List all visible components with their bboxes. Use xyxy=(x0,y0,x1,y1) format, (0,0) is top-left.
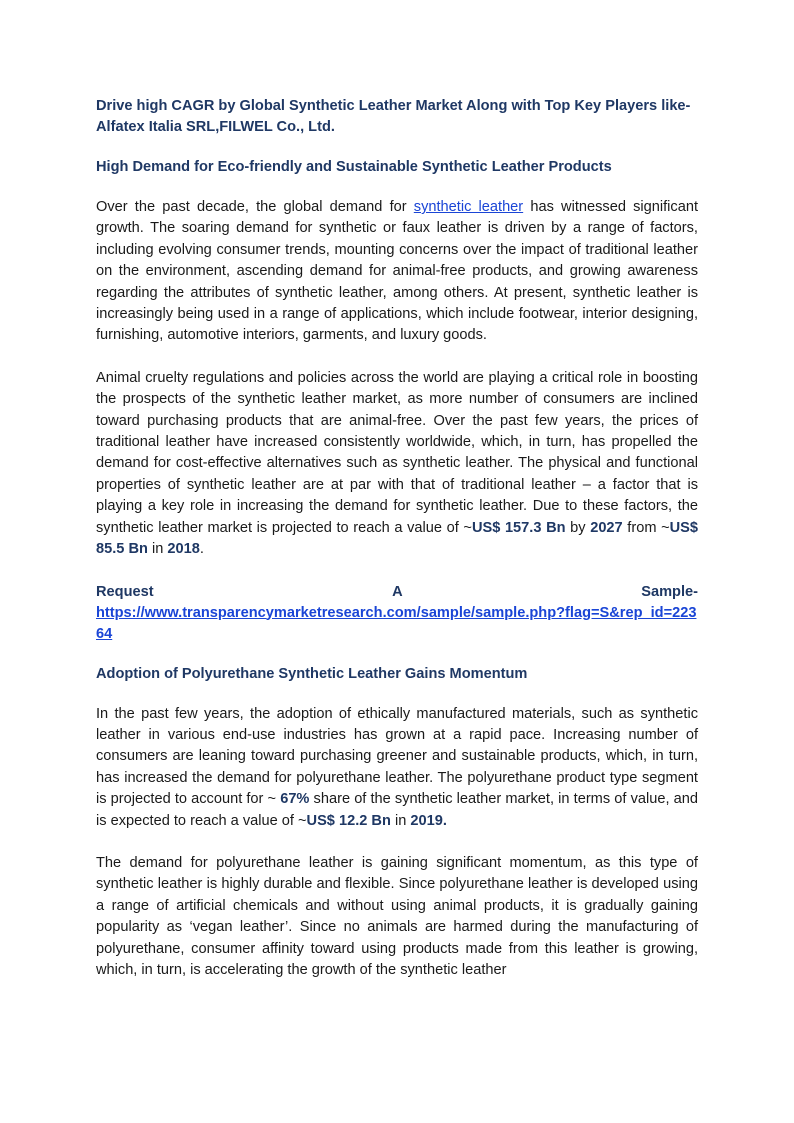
connector-in-2019: in xyxy=(390,812,411,829)
request-sample-link[interactable]: https://www.transparencymarketresearch.com/sample/sample.php?flag=S&rep_id=22364 xyxy=(96,604,697,642)
document-title: Drive high CAGR by Global Synthetic Leather Market Along with Top Key Players like-Alfatex Italia SRL,FILWEL Co., Ltd. xyxy=(96,98,691,135)
paragraph-market-text: Animal cruelty regulations and policies across the world are playing a critical role in boosting the prospects of the synthetic leather market, as more number of consumers are inclined toward purchasing products that are animal-free. Over the past few years, the prices of traditional leather have increased consistently worldwide, which, in turn, has propelled the demand for cost-effective alternatives such as synthetic leather. The physical and functional properties of synthetic leather are at par with that of traditional leather – a factor that is playing a key role in increasing the demand for synthetic leather. Due to these factors, the synthetic leather market is projected to reach a value of ~ xyxy=(96,369,698,536)
request-sample-block xyxy=(96,582,698,645)
section-heading-eco-friendly: High Demand for Eco-friendly and Sustainable Synthetic Leather Products xyxy=(96,159,612,175)
request-sample-label xyxy=(96,582,698,603)
paragraph-intro-text-a: Over the past decade, the global demand for xyxy=(96,199,414,215)
paragraph-intro xyxy=(96,197,698,347)
paragraph-market-value xyxy=(96,368,698,561)
paragraph-intro-text-b: has witnessed significant growth. The soaring demand for synthetic or faux leather is driven by a range of factors, including evolving consumer trends, mounting concerns over the impact of traditional leather on the environment, ascending demand for animal-free products, and growing awareness regarding the attributes of synthetic leather, among others. At present, synthetic leather is increasingly being used in a range of applications, which include footwear, interior designing, furnishing, automotive interiors, garments, and luxury goods. xyxy=(96,199,698,344)
year-2027: 2027 xyxy=(590,519,623,536)
year-2019: 2019. xyxy=(410,812,447,829)
sample-word: Sample- xyxy=(641,583,698,600)
connector-from: from ~ xyxy=(622,519,670,536)
paragraph-polyurethane-adoption xyxy=(96,704,698,832)
year-2018: 2018 xyxy=(167,541,200,558)
market-value-2018: US$ 85.5 Bn xyxy=(96,519,699,558)
paragraph-end: . xyxy=(199,541,204,558)
request-word: Request xyxy=(96,583,154,600)
value-12-2-bn: US$ 12.2 Bn xyxy=(306,812,391,829)
connector-by: by xyxy=(565,519,591,536)
share-67-percent: 67% xyxy=(280,791,310,808)
section-heading-polyurethane: Adoption of Polyurethane Synthetic Leather Gains Momentum xyxy=(96,665,528,682)
paragraph-adoption-mid: share of the synthetic leather market, in terms of value, and is expected to reach a value of ~ xyxy=(96,791,698,829)
document-page xyxy=(96,96,698,1002)
synthetic-leather-link[interactable]: synthetic leather xyxy=(413,199,524,215)
a-word: A xyxy=(392,583,403,600)
connector-in: in xyxy=(147,541,168,558)
market-value-2027: US$ 157.3 Bn xyxy=(471,519,566,536)
paragraph-polyurethane-demand: The demand for polyurethane leather is gaining significant momentum, as this type of synthetic leather is highly durable and flexible. Since polyurethane leather is developed using a range of artificial chemicals and without using animal products, it is gradually gaining popularity as ‘vegan leather’. Since no animals are harmed during the manufacturing of polyurethane, consumer affinity toward using products made from this leather is growing, which, in turn, is accelerating the growth of the synthetic leather xyxy=(96,854,698,978)
paragraph-adoption-text: In the past few years, the adoption of ethically manufactured materials, such as synthetic leather in various end-use industries has grown at a rapid pace. Increasing number of consumers are leaning toward purchasing greener and sustainable products, which, in turn, has increased the demand for polyurethane leather. The polyurethane product type segment is projected to account for ~ xyxy=(96,705,698,808)
